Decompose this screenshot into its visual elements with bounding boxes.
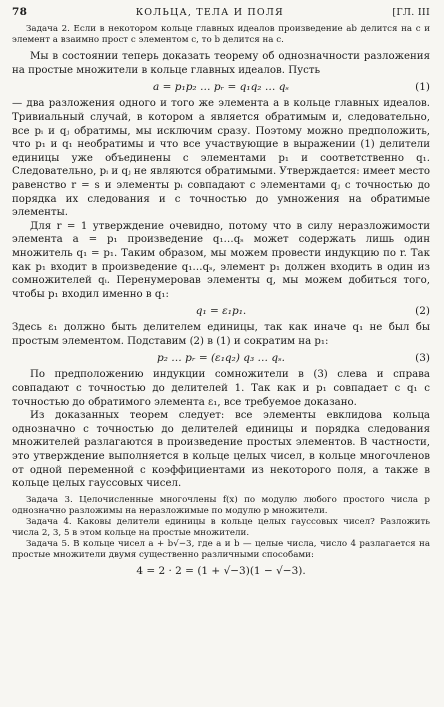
- equation-3-number: (3): [415, 352, 430, 365]
- paragraph-induction: Для r = 1 утверждение очевидно, потому что в силу неразложимости элемента a = p₁ произведение q₁…qₛ может содержать лишь один множитель q₁ = p₁. Таким образом, мы можем провести индукцию по r. Так как p₁ входит в произведение q₁…qₛ, элемент p₁ должен входить в один из сомножителей qᵢ. Перенумеровав элементы q, мы можем добиться того, чтобы p₁ входил именно в q₁:: [12, 220, 430, 300]
- running-title: КОЛЬЦА, ТЕЛА И ПОЛЯ: [135, 7, 284, 18]
- paragraph-corollary: Из доказанных теорем следует: все элементы евклидова кольца однозначно с точностью до делителей единицы и порядка следования множителей разлагаются в произведение простых элементов. В частности, это утверждение выполняется в кольце целых чисел, в кольце многочленов от одной переменной с коэффициентами из некоторого поля, а также в кольце целых гауссовых чисел.: [12, 410, 430, 490]
- equation-3-formula: p₂ … pᵣ = (ε₁q₂) q₃ … qₛ.: [157, 352, 285, 365]
- equation-2-formula: q₁ = ε₁p₁.: [195, 305, 247, 318]
- page-number: 78: [12, 6, 28, 18]
- task-4: Задача 4. Каковы делители единицы в кольце целых гауссовых чисел? Разложить числа 2, 3, 5 в этом кольце на простые множители.: [12, 517, 430, 539]
- equation-4-formula: 4 = 2 · 2 = (1 + √−3)(1 − √−3).: [136, 565, 306, 578]
- task-2: Задача 2. Если в некотором кольце главных идеалов произведение ab делится на c и элемент a взаимно прост с элементом c, то b делится на c.: [12, 24, 430, 46]
- equation-3: [12, 348, 430, 368]
- chapter-marker: [ГЛ. III: [392, 7, 430, 18]
- equation-4: [12, 561, 430, 581]
- task-3: Задача 3. Целочисленные многочлены f(x) по модулю любого простого числа p однозначно разложимы на неразложимые по модулю p множители.: [12, 494, 430, 516]
- equation-2: [12, 301, 430, 321]
- equation-1-formula: a = p₁p₂ … pᵣ = q₁q₂ … qₛ: [153, 81, 289, 94]
- paragraph-substitution: Здесь ε₁ должно быть делителем единицы, так как иначе q₁ не был бы простым элементом. Подставим (2) в (1) и сократим на p₁:: [12, 322, 430, 347]
- task-5: Задача 5. В кольце чисел a + b√−3, где a и b — целые числа, число 4 разлагается на простые множители двумя существенно различными способами:: [12, 539, 430, 561]
- equation-1: [12, 77, 430, 97]
- equation-1-number: (1): [415, 81, 430, 94]
- paragraph-conclusion: По предположению индукции сомножители в (3) слева и справа совпадают с точностью до делителей 1. Так как и p₁ совпадает с q₁ с точностью до обратимого элемента ε₁, все требуемое доказано.: [12, 369, 430, 408]
- paragraph-two-decompositions: — два разложения одного и того же элемента a в кольце главных идеалов. Тривиальный случай, в котором a является обратимым и, следовательно, все pᵢ и qⱼ обратимы, мы исключим сразу. Поэтому можно предположить, что p₁ и q₁ необратимы и что все участвующие в выражении (1) делители единицы уже объединены с элементами p₁ и соответственно q₁. Следовательно, pᵢ и qⱼ не являются обратимыми. Утверждается: имеет место равенство r = s и элементы pᵢ совпадают с элементами qⱼ с точностью до порядка их следования и с точностью до умножения на обратимые элементы.: [12, 98, 430, 219]
- running-header: [12, 6, 430, 24]
- equation-2-number: (2): [415, 305, 430, 318]
- paragraph-theorem-intro: Мы в состоянии теперь доказать теорему об однозначности разложения на простые множители в кольце главных идеалов. Пусть: [12, 51, 430, 76]
